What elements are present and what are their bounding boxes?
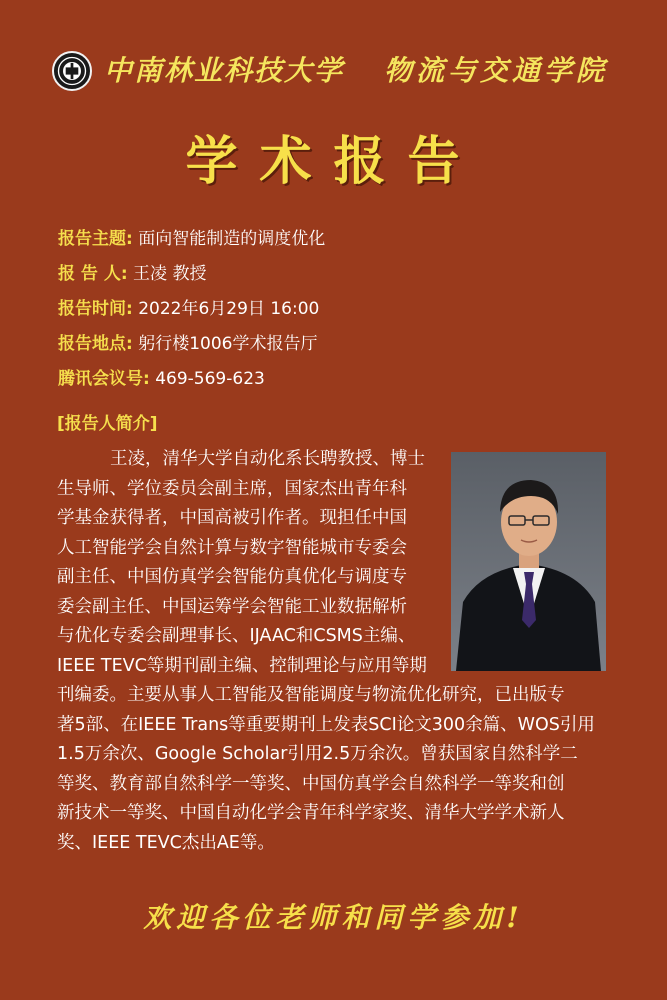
info-value: 469-569-623	[155, 369, 265, 389]
info-row-speaker	[58, 261, 618, 296]
info-label: 报告时间:	[58, 299, 133, 319]
bio-line: 著5部、在IEEE Trans等重要期刊上发表SCI论文300余篇、WOS引用	[57, 714, 595, 735]
info-label: 报告地点:	[58, 334, 133, 354]
info-row-location	[58, 331, 618, 366]
university-name: 中南林业科技大学	[104, 54, 345, 87]
bio-line: 刊编委。主要从事人工智能及智能调度与物流优化研究，已出版专	[57, 685, 565, 705]
university-logo	[52, 51, 92, 91]
info-row-time	[58, 296, 618, 331]
info-row-meeting-id	[58, 366, 618, 401]
bio-line: 学基金获得者，中国高被引作者。现担任中国	[57, 508, 407, 528]
bio-line: 等奖、教育部自然科学一等奖、中国仿真学会自然科学一等奖和创	[57, 773, 565, 794]
bio-line: 委会副主任、中国运筹学会智能工业数据解析	[57, 596, 407, 617]
info-value: 2022年6月29日 16:00	[138, 299, 320, 319]
bio-line: 生导师、学位委员会副主席，国家杰出青年科	[57, 478, 407, 499]
bio-text	[57, 445, 617, 858]
info-label: 报告主题:	[58, 229, 133, 249]
bio-line: 奖、IEEE TEVC杰出AE等。	[57, 832, 275, 853]
school-name: 物流与交通学院	[384, 54, 609, 87]
welcome-message: 欢迎各位老师和同学参加!	[143, 901, 524, 934]
page-title: 学术报告	[185, 131, 482, 192]
bio-line: 副主任、中国仿真学会智能仿真优化与调度专	[57, 567, 407, 587]
bio-line: IEEE TEVC等期刊副主编、控制理论与应用等期	[57, 655, 427, 676]
bio-heading: [报告人简介]	[57, 414, 158, 434]
bio-line: 新技术一等奖、中国自动化学会青年科学家奖、清华大学学术新人	[57, 803, 565, 823]
bio-line: 王凌，清华大学自动化系长聘教授、博士	[110, 449, 425, 469]
bio-line: 人工智能学会自然计算与数字智能城市专委会	[57, 537, 407, 558]
info-row-topic	[58, 226, 618, 261]
info-list	[58, 226, 618, 401]
bio-line: 与优化专委会副理事长、IJAAC和CSMS主编、	[57, 626, 416, 646]
info-value: 王凌 教授	[133, 264, 207, 284]
info-value: 面向智能制造的调度优化	[138, 229, 326, 249]
info-value: 躬行楼1006学术报告厅	[138, 334, 318, 354]
header	[52, 48, 612, 94]
info-label: 报 告 人:	[58, 264, 128, 284]
info-label: 腾讯会议号:	[58, 369, 150, 389]
bio-line: 1.5万余次、Google Scholar引用2.5万余次。曾获国家自然科学二	[57, 744, 578, 764]
